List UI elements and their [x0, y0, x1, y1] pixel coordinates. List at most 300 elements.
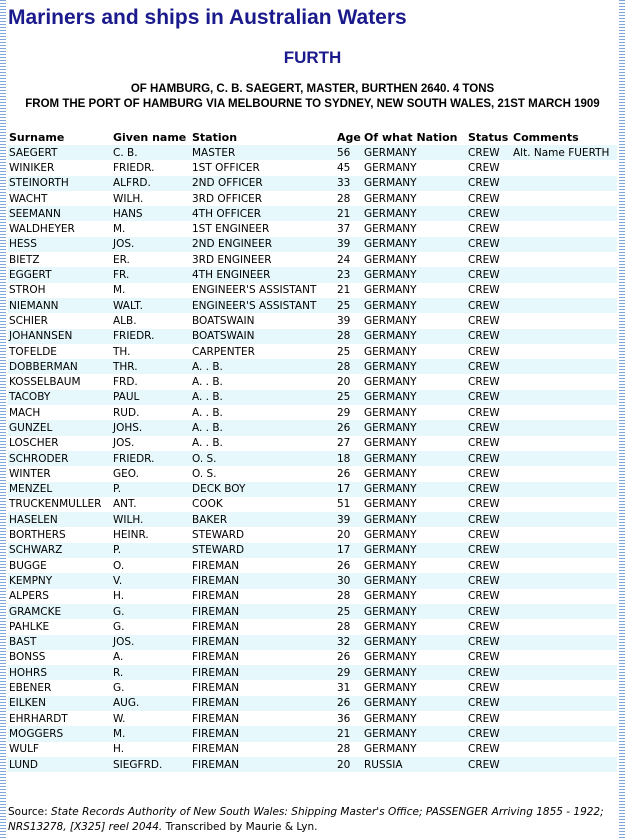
age-cell: 32	[336, 635, 363, 650]
age-cell: 28	[336, 619, 363, 634]
table-row	[8, 497, 617, 512]
status-cell: CREW	[467, 604, 512, 619]
given-name-cell: FRIEDR.	[112, 451, 191, 466]
status-cell: CREW	[467, 176, 512, 191]
header-status: Status	[468, 131, 509, 144]
given-name-cell: ALB.	[112, 313, 191, 328]
nation-cell: GERMANY	[363, 359, 467, 374]
station-cell: O. S.	[191, 451, 336, 466]
nation-cell: GERMANY	[363, 191, 467, 206]
station-cell: FIREMAN	[191, 757, 336, 772]
table-row	[8, 635, 617, 650]
nation-cell: GERMANY	[363, 512, 467, 527]
surname-cell: BAST	[8, 635, 112, 650]
given-name-cell: P.	[112, 543, 191, 558]
nation-cell: GERMANY	[363, 451, 467, 466]
comments-cell	[512, 160, 617, 175]
station-cell: 3RD ENGINEER	[191, 252, 336, 267]
nation-cell: GERMANY	[363, 436, 467, 451]
table-row	[8, 726, 617, 741]
surname-cell: NIEMANN	[8, 298, 112, 313]
right-decorative-border	[619, 0, 625, 838]
given-name-cell: P.	[112, 482, 191, 497]
station-cell: 4TH ENGINEER	[191, 267, 336, 282]
nation-cell: GERMANY	[363, 482, 467, 497]
comments-cell	[512, 512, 617, 527]
nation-cell: GERMANY	[363, 176, 467, 191]
table-row	[8, 344, 617, 359]
given-name-cell: JOS.	[112, 237, 191, 252]
age-cell: 25	[336, 604, 363, 619]
nation-cell: GERMANY	[363, 527, 467, 542]
age-cell: 21	[336, 283, 363, 298]
station-cell: STEWARD	[191, 543, 336, 558]
subheading-line-1: OF HAMBURG, C. B. SAEGERT, MASTER, BURTHEN 2640. 4 TONS	[130, 83, 495, 95]
source-citation	[8, 805, 617, 835]
comments-cell	[512, 680, 617, 695]
surname-cell: HASELEN	[8, 512, 112, 527]
status-cell: CREW	[467, 145, 512, 160]
surname-cell: WINTER	[8, 466, 112, 481]
station-cell: BAKER	[191, 512, 336, 527]
given-name-cell: A.	[112, 650, 191, 665]
status-cell: CREW	[467, 405, 512, 420]
surname-cell: TOFELDE	[8, 344, 112, 359]
age-cell: 36	[336, 711, 363, 726]
surname-cell: KOSSELBAUM	[8, 374, 112, 389]
table-row	[8, 665, 617, 680]
station-cell: FIREMAN	[191, 619, 336, 634]
status-cell: CREW	[467, 757, 512, 772]
station-cell: DECK BOY	[191, 482, 336, 497]
nation-cell: GERMANY	[363, 313, 467, 328]
nation-cell: RUSSIA	[363, 757, 467, 772]
table-row	[8, 359, 617, 374]
surname-cell: BIETZ	[8, 252, 112, 267]
status-cell: CREW	[467, 359, 512, 374]
given-name-cell: WILH.	[112, 191, 191, 206]
nation-cell: GERMANY	[363, 405, 467, 420]
surname-cell: SCHIER	[8, 313, 112, 328]
station-cell: A. . B.	[191, 374, 336, 389]
nation-cell: GERMANY	[363, 390, 467, 405]
table-row	[8, 267, 617, 282]
given-name-cell: FRIEDR.	[112, 160, 191, 175]
given-name-cell: FRD.	[112, 374, 191, 389]
age-cell: 56	[336, 145, 363, 160]
comments-cell	[512, 267, 617, 282]
nation-cell: GERMANY	[363, 635, 467, 650]
age-cell: 28	[336, 359, 363, 374]
comments-cell	[512, 604, 617, 619]
age-cell: 20	[336, 374, 363, 389]
table-row	[8, 405, 617, 420]
given-name-cell: M.	[112, 221, 191, 236]
status-cell: CREW	[467, 221, 512, 236]
station-cell: BOATSWAIN	[191, 329, 336, 344]
station-cell: 4TH OFFICER	[191, 206, 336, 221]
given-name-cell: GEO.	[112, 466, 191, 481]
given-name-cell: JOS.	[112, 635, 191, 650]
status-cell: CREW	[467, 329, 512, 344]
transcription-credit: Transcribed by Maurie & Lyn.	[165, 821, 318, 833]
station-cell: CARPENTER	[191, 344, 336, 359]
table-row	[8, 191, 617, 206]
status-cell: CREW	[467, 390, 512, 405]
given-name-cell: ALFRD.	[112, 176, 191, 191]
given-name-cell: TH.	[112, 344, 191, 359]
given-name-cell: O.	[112, 558, 191, 573]
comments-cell	[512, 451, 617, 466]
status-cell: CREW	[467, 420, 512, 435]
table-row	[8, 604, 617, 619]
surname-cell: MENZEL	[8, 482, 112, 497]
comments-cell: Alt. Name FUERTH	[512, 145, 617, 160]
comments-cell	[512, 176, 617, 191]
nation-cell: GERMANY	[363, 145, 467, 160]
surname-cell: SEEMANN	[8, 206, 112, 221]
age-cell: 31	[336, 680, 363, 695]
station-cell: 1ST ENGINEER	[191, 221, 336, 236]
age-cell: 39	[336, 313, 363, 328]
surname-cell: GUNZEL	[8, 420, 112, 435]
comments-cell	[512, 298, 617, 313]
table-row	[8, 313, 617, 328]
given-name-cell: M.	[112, 726, 191, 741]
nation-cell: GERMANY	[363, 711, 467, 726]
status-cell: CREW	[467, 313, 512, 328]
age-cell: 45	[336, 160, 363, 175]
status-cell: CREW	[467, 267, 512, 282]
station-cell: FIREMAN	[191, 711, 336, 726]
given-name-cell: M.	[112, 283, 191, 298]
station-cell: FIREMAN	[191, 726, 336, 741]
surname-cell: HESS	[8, 237, 112, 252]
surname-cell: SCHRODER	[8, 451, 112, 466]
status-cell: CREW	[467, 680, 512, 695]
comments-cell	[512, 359, 617, 374]
status-cell: CREW	[467, 512, 512, 527]
comments-cell	[512, 191, 617, 206]
surname-cell: SCHWARZ	[8, 543, 112, 558]
surname-cell: WULF	[8, 742, 112, 757]
comments-cell	[512, 206, 617, 221]
comments-cell	[512, 466, 617, 481]
status-cell: CREW	[467, 573, 512, 588]
table-row	[8, 512, 617, 527]
age-cell: 27	[336, 436, 363, 451]
surname-cell: ALPERS	[8, 589, 112, 604]
station-cell: A. . B.	[191, 359, 336, 374]
surname-cell: EILKEN	[8, 696, 112, 711]
status-cell: CREW	[467, 191, 512, 206]
given-name-cell: ANT.	[112, 497, 191, 512]
station-cell: COOK	[191, 497, 336, 512]
table-row	[8, 543, 617, 558]
surname-cell: SAEGERT	[8, 145, 112, 160]
given-name-cell: HEINR.	[112, 527, 191, 542]
status-cell: CREW	[467, 298, 512, 313]
table-row	[8, 573, 617, 588]
status-cell: CREW	[467, 558, 512, 573]
table-row	[8, 742, 617, 757]
table-row	[8, 466, 617, 481]
nation-cell: GERMANY	[363, 726, 467, 741]
surname-cell: LOSCHER	[8, 436, 112, 451]
given-name-cell: THR.	[112, 359, 191, 374]
table-row	[8, 390, 617, 405]
status-cell: CREW	[467, 451, 512, 466]
station-cell: FIREMAN	[191, 635, 336, 650]
status-cell: CREW	[467, 436, 512, 451]
table-row	[8, 589, 617, 604]
age-cell: 24	[336, 252, 363, 267]
given-name-cell: H.	[112, 589, 191, 604]
given-name-cell: W.	[112, 711, 191, 726]
nation-cell: GERMANY	[363, 543, 467, 558]
given-name-cell: G.	[112, 604, 191, 619]
nation-cell: GERMANY	[363, 680, 467, 695]
table-row	[8, 680, 617, 695]
station-cell: STEWARD	[191, 527, 336, 542]
given-name-cell: WILH.	[112, 512, 191, 527]
age-cell: 39	[336, 512, 363, 527]
comments-cell	[512, 696, 617, 711]
table-row	[8, 145, 617, 160]
given-name-cell: C. B.	[112, 145, 191, 160]
header-given-name: Given name	[113, 131, 187, 144]
voyage-subheading	[8, 82, 617, 112]
station-cell: ENGINEER'S ASSISTANT	[191, 283, 336, 298]
status-cell: CREW	[467, 482, 512, 497]
comments-cell	[512, 237, 617, 252]
surname-cell: DOBBERMAN	[8, 359, 112, 374]
nation-cell: GERMANY	[363, 466, 467, 481]
comments-cell	[512, 436, 617, 451]
given-name-cell: WALT.	[112, 298, 191, 313]
surname-cell: JOHANNSEN	[8, 329, 112, 344]
table-row	[8, 221, 617, 236]
given-name-cell: V.	[112, 573, 191, 588]
station-cell: 2ND ENGINEER	[191, 237, 336, 252]
comments-cell	[512, 344, 617, 359]
comments-cell	[512, 711, 617, 726]
given-name-cell: FR.	[112, 267, 191, 282]
surname-cell: WACHT	[8, 191, 112, 206]
comments-cell	[512, 221, 617, 236]
age-cell: 51	[336, 497, 363, 512]
comments-cell	[512, 757, 617, 772]
comments-cell	[512, 374, 617, 389]
age-cell: 26	[336, 420, 363, 435]
table-row	[8, 176, 617, 191]
status-cell: CREW	[467, 497, 512, 512]
header-comments: Comments	[513, 131, 579, 144]
nation-cell: GERMANY	[363, 267, 467, 282]
given-name-cell: JOS.	[112, 436, 191, 451]
station-cell: FIREMAN	[191, 589, 336, 604]
table-row	[8, 482, 617, 497]
surname-cell: MOGGERS	[8, 726, 112, 741]
left-decorative-border	[0, 0, 6, 838]
nation-cell: GERMANY	[363, 696, 467, 711]
table-row	[8, 160, 617, 175]
age-cell: 20	[336, 527, 363, 542]
table-header-row	[8, 130, 617, 145]
comments-cell	[512, 329, 617, 344]
age-cell: 28	[336, 742, 363, 757]
nation-cell: GERMANY	[363, 221, 467, 236]
nation-cell: GERMANY	[363, 619, 467, 634]
surname-cell: EGGERT	[8, 267, 112, 282]
surname-cell: EHRHARDT	[8, 711, 112, 726]
age-cell: 25	[336, 298, 363, 313]
nation-cell: GERMANY	[363, 420, 467, 435]
station-cell: A. . B.	[191, 420, 336, 435]
header-nation: Of what Nation	[364, 131, 458, 144]
status-cell: CREW	[467, 344, 512, 359]
comments-cell	[512, 283, 617, 298]
crew-table-body	[8, 145, 617, 772]
age-cell: 26	[336, 650, 363, 665]
surname-cell: PAHLKE	[8, 619, 112, 634]
age-cell: 20	[336, 757, 363, 772]
nation-cell: GERMANY	[363, 252, 467, 267]
age-cell: 23	[336, 267, 363, 282]
given-name-cell: G.	[112, 619, 191, 634]
given-name-cell: R.	[112, 665, 191, 680]
age-cell: 28	[336, 589, 363, 604]
status-cell: CREW	[467, 160, 512, 175]
comments-cell	[512, 589, 617, 604]
table-row	[8, 329, 617, 344]
station-cell: FIREMAN	[191, 650, 336, 665]
nation-cell: GERMANY	[363, 589, 467, 604]
table-row	[8, 527, 617, 542]
status-cell: CREW	[467, 696, 512, 711]
age-cell: 33	[336, 176, 363, 191]
station-cell: FIREMAN	[191, 558, 336, 573]
status-cell: CREW	[467, 619, 512, 634]
station-cell: FIREMAN	[191, 680, 336, 695]
nation-cell: GERMANY	[363, 298, 467, 313]
surname-cell: WALDHEYER	[8, 221, 112, 236]
subheading-line-2: FROM THE PORT OF HAMBURG VIA MELBOURNE TO SYDNEY, NEW SOUTH WALES, 21ST MARCH 1909	[25, 98, 600, 110]
age-cell: 18	[336, 451, 363, 466]
comments-cell	[512, 482, 617, 497]
age-cell: 21	[336, 206, 363, 221]
surname-cell: BORTHERS	[8, 527, 112, 542]
surname-cell: EBENER	[8, 680, 112, 695]
status-cell: CREW	[467, 589, 512, 604]
table-row	[8, 650, 617, 665]
nation-cell: GERMANY	[363, 742, 467, 757]
given-name-cell: H.	[112, 742, 191, 757]
given-name-cell: RUD.	[112, 405, 191, 420]
status-cell: CREW	[467, 650, 512, 665]
station-cell: 2ND OFFICER	[191, 176, 336, 191]
surname-cell: MACH	[8, 405, 112, 420]
age-cell: 17	[336, 482, 363, 497]
comments-cell	[512, 252, 617, 267]
nation-cell: GERMANY	[363, 558, 467, 573]
nation-cell: GERMANY	[363, 344, 467, 359]
surname-cell: TRUCKENMULLER	[8, 497, 112, 512]
age-cell: 29	[336, 665, 363, 680]
surname-cell: HOHRS	[8, 665, 112, 680]
age-cell: 26	[336, 558, 363, 573]
age-cell: 37	[336, 221, 363, 236]
table-row	[8, 420, 617, 435]
comments-cell	[512, 726, 617, 741]
age-cell: 28	[336, 329, 363, 344]
status-cell: CREW	[467, 543, 512, 558]
age-cell: 29	[336, 405, 363, 420]
age-cell: 26	[336, 696, 363, 711]
given-name-cell: JOHS.	[112, 420, 191, 435]
table-row	[8, 757, 617, 772]
header-station: Station	[192, 131, 238, 144]
nation-cell: GERMANY	[363, 329, 467, 344]
status-cell: CREW	[467, 527, 512, 542]
station-cell: 3RD OFFICER	[191, 191, 336, 206]
table-row	[8, 298, 617, 313]
given-name-cell: PAUL	[112, 390, 191, 405]
source-label: Source:	[8, 806, 48, 818]
table-row	[8, 619, 617, 634]
given-name-cell: FRIEDR.	[112, 329, 191, 344]
given-name-cell: HANS	[112, 206, 191, 221]
status-cell: CREW	[467, 237, 512, 252]
table-row	[8, 252, 617, 267]
surname-cell: BONSS	[8, 650, 112, 665]
status-cell: CREW	[467, 726, 512, 741]
status-cell: CREW	[467, 665, 512, 680]
status-cell: CREW	[467, 252, 512, 267]
age-cell: 39	[336, 237, 363, 252]
nation-cell: GERMANY	[363, 160, 467, 175]
comments-cell	[512, 313, 617, 328]
surname-cell: STROH	[8, 283, 112, 298]
given-name-cell: SIEGFRD.	[112, 757, 191, 772]
station-cell: MASTER	[191, 145, 336, 160]
given-name-cell: AUG.	[112, 696, 191, 711]
status-cell: CREW	[467, 374, 512, 389]
comments-cell	[512, 405, 617, 420]
crew-table	[8, 130, 617, 772]
age-cell: 17	[336, 543, 363, 558]
station-cell: FIREMAN	[191, 742, 336, 757]
station-cell: FIREMAN	[191, 665, 336, 680]
table-row	[8, 558, 617, 573]
comments-cell	[512, 742, 617, 757]
nation-cell: GERMANY	[363, 573, 467, 588]
age-cell: 25	[336, 344, 363, 359]
age-cell: 26	[336, 466, 363, 481]
given-name-cell: G.	[112, 680, 191, 695]
status-cell: CREW	[467, 635, 512, 650]
table-row	[8, 206, 617, 221]
station-cell: BOATSWAIN	[191, 313, 336, 328]
table-row	[8, 237, 617, 252]
surname-cell: STEINORTH	[8, 176, 112, 191]
nation-cell: GERMANY	[363, 206, 467, 221]
ship-name: FURTH	[283, 48, 342, 67]
age-cell: 30	[336, 573, 363, 588]
page-content	[8, 0, 617, 772]
status-cell: CREW	[467, 283, 512, 298]
table-row	[8, 436, 617, 451]
